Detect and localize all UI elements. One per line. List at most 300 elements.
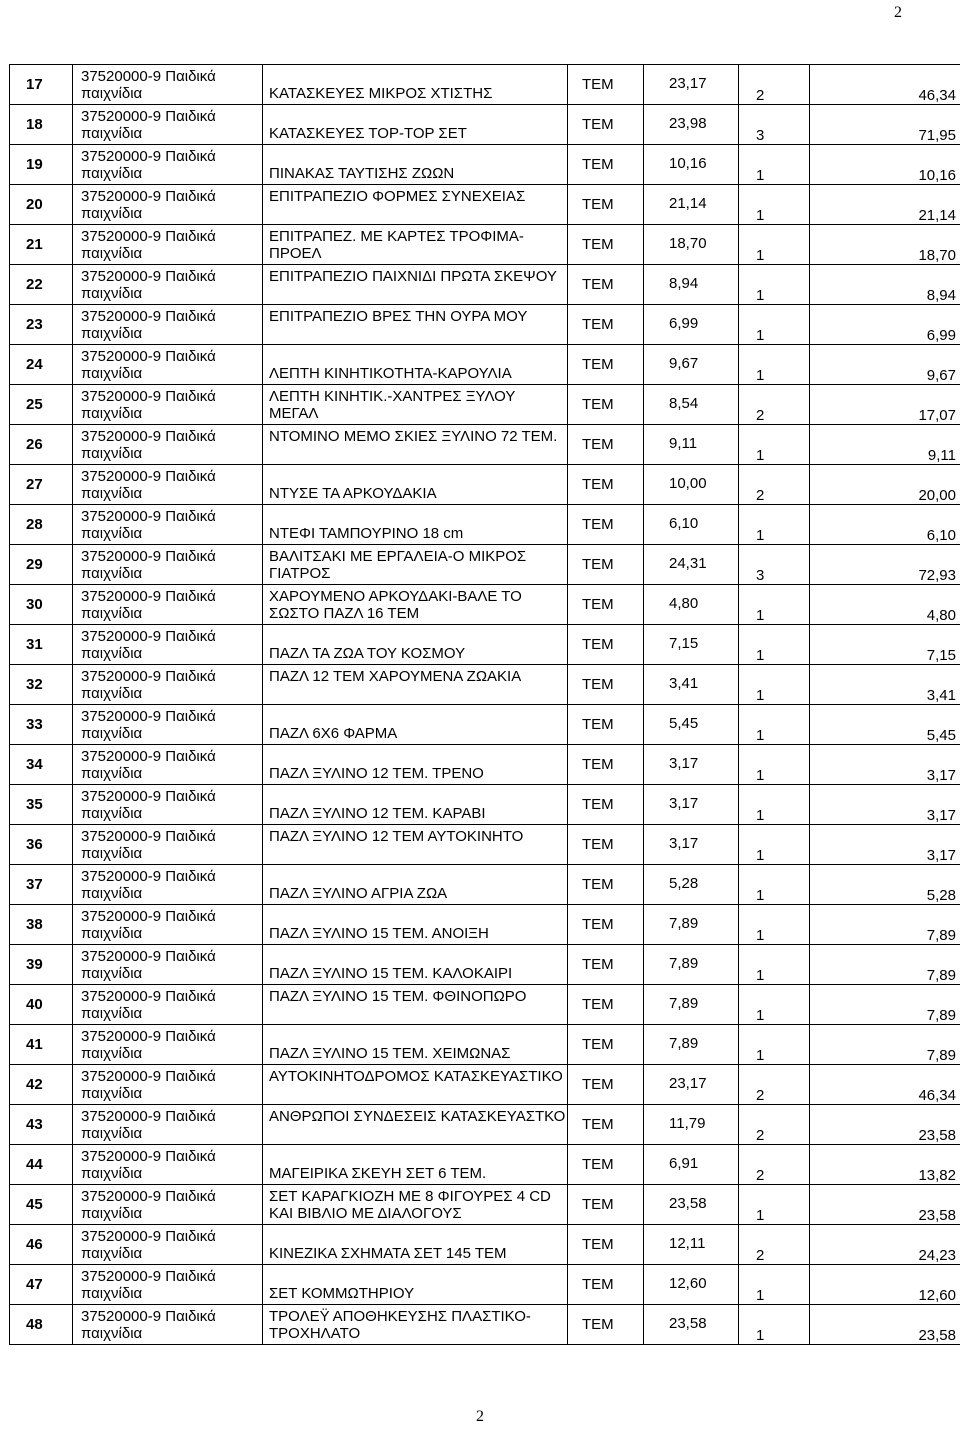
cpv-code: 37520000-9 Παιδικά <box>81 1108 216 1125</box>
unit-price: 8,54 <box>669 395 699 412</box>
description-cell <box>263 545 568 585</box>
row-number: 24 <box>26 356 43 373</box>
line-total: 18,70 <box>918 247 956 264</box>
quantity-cell <box>739 945 810 985</box>
unit-cell <box>568 1145 644 1185</box>
item-description: ΑΥΤΟΚΙΝΗΤΟΔΡΟΜΟΣ ΚΑΤΑΣΚΕΥΑΣΤΙΚΟ <box>269 1068 563 1085</box>
row-number: 40 <box>26 996 43 1013</box>
cpv-code: 37520000-9 Παιδικά <box>81 428 216 445</box>
unit-cell <box>568 1265 644 1305</box>
row-number: 18 <box>26 116 43 133</box>
row-number-cell <box>10 185 73 225</box>
row-number: 38 <box>26 916 43 933</box>
unit-price-cell <box>644 105 739 145</box>
unit-price: 23,17 <box>669 1075 707 1092</box>
cpv-label: παιχνίδια <box>81 1085 143 1102</box>
item-description: ΠΑΖΛ ΞΥΛΙΝΟ 15 ΤΕΜ. ΧΕΙΜΩΝΑΣ <box>269 1045 511 1062</box>
description-cell <box>263 425 568 465</box>
table-row <box>10 705 960 745</box>
item-description: ΠΑΖΛ 6Χ6 ΦΑΡΜΑ <box>269 725 398 742</box>
description-cell <box>263 225 568 265</box>
unit: ΤΕΜ <box>582 1156 614 1173</box>
cpv-category-cell <box>73 265 263 305</box>
row-number: 25 <box>26 396 43 413</box>
cpv-code: 37520000-9 Παιδικά <box>81 908 216 925</box>
total-cell <box>810 785 960 825</box>
cpv-label: παιχνίδια <box>81 1045 143 1062</box>
cpv-code: 37520000-9 Παιδικά <box>81 148 216 165</box>
row-number: 44 <box>26 1156 43 1173</box>
cpv-code: 37520000-9 Παιδικά <box>81 308 216 325</box>
description-cell <box>263 865 568 905</box>
unit-price-cell <box>644 545 739 585</box>
unit-cell <box>568 465 644 505</box>
cpv-code: 37520000-9 Παιδικά <box>81 388 216 405</box>
item-description: ΣΕΤ ΚΑΡΑΓΚΙΟΖΗ ΜΕ 8 ΦΙΓΟΥΡΕΣ 4 CD ΚΑΙ ΒΙΒΛΙΟ ΜΕ ΔΙΑΛΟΓΟΥΣ <box>269 1188 551 1222</box>
quantity: 1 <box>756 247 765 264</box>
unit-price-cell <box>644 1065 739 1105</box>
total-cell <box>810 705 960 745</box>
item-description: ΒΑΛΙΤΣΑΚΙ ΜΕ ΕΡΓΑΛΕΙΑ-Ο ΜΙΚΡΟΣ ΓΙΑΤΡΟΣ <box>269 548 527 582</box>
total-cell <box>810 105 960 145</box>
cpv-label: παιχνίδια <box>81 885 143 902</box>
row-number: 30 <box>26 596 43 613</box>
cpv-code: 37520000-9 Παιδικά <box>81 708 216 725</box>
item-description: ΕΠΙΤΡΑΠΕΖΙΟ ΒΡΕΣ ΤΗΝ ΟΥΡΑ ΜΟΥ <box>269 308 528 325</box>
row-number: 48 <box>26 1316 43 1333</box>
unit-price: 7,15 <box>669 635 699 652</box>
total-cell <box>810 145 960 185</box>
row-number-cell <box>10 665 73 705</box>
quantity: 1 <box>756 1287 765 1304</box>
table-row <box>10 865 960 905</box>
line-total: 7,15 <box>926 647 956 664</box>
quantity-cell <box>739 1025 810 1065</box>
quantity-cell <box>739 185 810 225</box>
quantity-cell <box>739 345 810 385</box>
line-total: 3,17 <box>926 847 956 864</box>
item-description: ΠΑΖΛ ΞΥΛΙΝΟ 15 ΤΕΜ. ΑΝΟΙΞΗ <box>269 925 489 942</box>
quantity: 1 <box>756 687 765 704</box>
line-total: 3,41 <box>926 687 956 704</box>
quantity: 1 <box>756 1327 765 1344</box>
table-row <box>10 345 960 385</box>
quantity-cell <box>739 225 810 265</box>
description-cell <box>263 625 568 665</box>
row-number-cell <box>10 745 73 785</box>
cpv-category-cell <box>73 585 263 625</box>
description-cell <box>263 1105 568 1145</box>
cpv-code: 37520000-9 Παιδικά <box>81 868 216 885</box>
line-total: 5,45 <box>926 727 956 744</box>
line-total: 7,89 <box>926 1047 956 1064</box>
unit-cell <box>568 1025 644 1065</box>
description-cell <box>263 345 568 385</box>
row-number: 42 <box>26 1076 43 1093</box>
unit-price-cell <box>644 505 739 545</box>
cpv-category-cell <box>73 385 263 425</box>
table-row <box>10 1105 960 1145</box>
unit-price-cell <box>644 65 739 105</box>
row-number-cell <box>10 265 73 305</box>
unit: ΤΕΜ <box>582 116 614 133</box>
unit: ΤΕΜ <box>582 956 614 973</box>
unit-price-cell <box>644 705 739 745</box>
unit-cell <box>568 625 644 665</box>
unit: ΤΕΜ <box>582 1236 614 1253</box>
item-description: ΠΑΖΛ ΞΥΛΙΝΟ 12 ΤΕΜ. ΚΑΡΑΒΙ <box>269 805 486 822</box>
unit-price-cell <box>644 1145 739 1185</box>
cpv-label: παιχνίδια <box>81 805 143 822</box>
quantity-cell <box>739 1105 810 1145</box>
row-number: 17 <box>26 76 43 93</box>
cpv-code: 37520000-9 Παιδικά <box>81 1028 216 1045</box>
total-cell <box>810 1225 960 1265</box>
item-description: ΠΑΖΛ ΤΑ ΖΩΑ ΤΟΥ ΚΟΣΜΟΥ <box>269 645 466 662</box>
cpv-label: παιχνίδια <box>81 1125 143 1142</box>
total-cell <box>810 745 960 785</box>
quantity-cell <box>739 505 810 545</box>
table-row <box>10 305 960 345</box>
table-row <box>10 1185 960 1225</box>
quantity-cell <box>739 1185 810 1225</box>
unit-price-cell <box>644 825 739 865</box>
cpv-code: 37520000-9 Παιδικά <box>81 268 216 285</box>
cpv-code: 37520000-9 Παιδικά <box>81 668 216 685</box>
unit-price: 3,17 <box>669 755 699 772</box>
total-cell <box>810 985 960 1025</box>
unit: ΤΕΜ <box>582 596 614 613</box>
total-cell <box>810 345 960 385</box>
unit-cell <box>568 905 644 945</box>
unit-price: 24,31 <box>669 555 707 572</box>
row-number-cell <box>10 1065 73 1105</box>
line-total: 20,00 <box>918 487 956 504</box>
unit-price-cell <box>644 465 739 505</box>
cpv-category-cell <box>73 1265 263 1305</box>
unit-cell <box>568 985 644 1025</box>
cpv-category-cell <box>73 665 263 705</box>
description-cell <box>263 185 568 225</box>
total-cell <box>810 1185 960 1225</box>
total-cell <box>810 225 960 265</box>
row-number: 32 <box>26 676 43 693</box>
cpv-category-cell <box>73 1065 263 1105</box>
description-cell <box>263 785 568 825</box>
table-row <box>10 945 960 985</box>
unit-price-cell <box>644 425 739 465</box>
cpv-code: 37520000-9 Παιδικά <box>81 188 216 205</box>
cpv-label: παιχνίδια <box>81 325 143 342</box>
line-total: 9,11 <box>927 447 956 464</box>
quantity: 1 <box>756 207 765 224</box>
total-cell <box>810 1265 960 1305</box>
row-number-cell <box>10 985 73 1025</box>
unit-price: 23,17 <box>669 75 707 92</box>
unit: ΤΕΜ <box>582 796 614 813</box>
unit: ΤΕΜ <box>582 556 614 573</box>
quantity: 2 <box>756 1167 765 1184</box>
cpv-category-cell <box>73 545 263 585</box>
unit: ΤΕΜ <box>582 1116 614 1133</box>
unit: ΤΕΜ <box>582 996 614 1013</box>
unit: ΤΕΜ <box>582 1036 614 1053</box>
unit-cell <box>568 865 644 905</box>
quantity-cell <box>739 545 810 585</box>
table-row <box>10 65 960 105</box>
quantity: 3 <box>756 567 765 584</box>
cpv-category-cell <box>73 1145 263 1185</box>
description-cell <box>263 705 568 745</box>
line-total: 8,94 <box>926 287 956 304</box>
cpv-category-cell <box>73 505 263 545</box>
quantity: 1 <box>756 1047 765 1064</box>
unit-price-cell <box>644 225 739 265</box>
quantity: 2 <box>756 487 765 504</box>
unit: ΤΕΜ <box>582 196 614 213</box>
cpv-code: 37520000-9 Παιδικά <box>81 348 216 365</box>
line-total: 46,34 <box>918 87 956 104</box>
quantity: 1 <box>756 1007 765 1024</box>
total-cell <box>810 1145 960 1185</box>
quantity-cell <box>739 825 810 865</box>
unit-cell <box>568 65 644 105</box>
quantity-cell <box>739 305 810 345</box>
row-number: 19 <box>26 156 43 173</box>
unit: ΤΕΜ <box>582 356 614 373</box>
unit-price-cell <box>644 745 739 785</box>
table-row <box>10 545 960 585</box>
cpv-code: 37520000-9 Παιδικά <box>81 228 216 245</box>
row-number-cell <box>10 225 73 265</box>
item-description: ΠΙΝΑΚΑΣ ΤΑΥΤΙΣΗΣ ΖΩΩΝ <box>269 165 455 182</box>
unit: ΤΕΜ <box>582 396 614 413</box>
cpv-category-cell <box>73 905 263 945</box>
quantity: 2 <box>756 407 765 424</box>
cpv-code: 37520000-9 Παιδικά <box>81 68 216 85</box>
quantity-cell <box>739 865 810 905</box>
unit: ΤΕΜ <box>582 676 614 693</box>
total-cell <box>810 665 960 705</box>
table-row <box>10 1145 960 1185</box>
quantity: 1 <box>756 367 765 384</box>
cpv-code: 37520000-9 Παιδικά <box>81 788 216 805</box>
unit-price-cell <box>644 345 739 385</box>
quantity-cell <box>739 465 810 505</box>
cpv-label: παιχνίδια <box>81 1325 143 1342</box>
unit-cell <box>568 705 644 745</box>
line-total: 23,58 <box>918 1127 956 1144</box>
unit-price: 3,41 <box>669 675 699 692</box>
item-description: ΠΑΖΛ ΞΥΛΙΝΟ 12 ΤΕΜ. ΤΡΕΝΟ <box>269 765 484 782</box>
row-number: 35 <box>26 796 43 813</box>
total-cell <box>810 825 960 865</box>
unit-price-cell <box>644 665 739 705</box>
row-number-cell <box>10 825 73 865</box>
table-row <box>10 505 960 545</box>
unit-cell <box>568 1305 644 1345</box>
row-number-cell <box>10 465 73 505</box>
unit: ΤΕΜ <box>582 476 614 493</box>
row-number-cell <box>10 705 73 745</box>
description-cell <box>263 1065 568 1105</box>
cpv-category-cell <box>73 785 263 825</box>
cpv-category-cell <box>73 185 263 225</box>
row-number-cell <box>10 905 73 945</box>
row-number-cell <box>10 785 73 825</box>
table-row <box>10 225 960 265</box>
cpv-code: 37520000-9 Παιδικά <box>81 1188 216 1205</box>
total-cell <box>810 945 960 985</box>
unit-price: 9,67 <box>669 355 699 372</box>
total-cell <box>810 425 960 465</box>
cpv-label: παιχνίδια <box>81 125 143 142</box>
total-cell <box>810 585 960 625</box>
quantity-cell <box>739 585 810 625</box>
description-cell <box>263 945 568 985</box>
row-number: 43 <box>26 1116 43 1133</box>
unit-price: 7,89 <box>669 995 699 1012</box>
unit-price: 8,94 <box>669 275 699 292</box>
row-number: 37 <box>26 876 43 893</box>
row-number-cell <box>10 1225 73 1265</box>
row-number: 36 <box>26 836 43 853</box>
row-number-cell <box>10 865 73 905</box>
cpv-label: παιχνίδια <box>81 485 143 502</box>
unit-price-cell <box>644 985 739 1025</box>
unit: ΤΕΜ <box>582 716 614 733</box>
quantity: 1 <box>756 727 765 744</box>
unit-price: 12,60 <box>669 1275 707 1292</box>
unit-cell <box>568 145 644 185</box>
description-cell <box>263 745 568 785</box>
unit-price: 10,00 <box>669 475 707 492</box>
row-number: 46 <box>26 1236 43 1253</box>
unit-price: 4,80 <box>669 595 699 612</box>
unit: ΤΕΜ <box>582 876 614 893</box>
item-description: ΠΑΖΛ ΞΥΛΙΝΟ ΑΓΡΙΑ ΖΩΑ <box>269 885 448 902</box>
cpv-label: παιχνίδια <box>81 1205 143 1222</box>
item-description: ΣΕΤ ΚΟΜΜΩΤΗΡΙΟΥ <box>269 1285 415 1302</box>
line-total: 9,67 <box>926 367 956 384</box>
unit-price: 18,70 <box>669 235 707 252</box>
table-row <box>10 665 960 705</box>
row-number: 22 <box>26 276 43 293</box>
line-total: 5,28 <box>926 887 956 904</box>
unit-price-cell <box>644 1185 739 1225</box>
row-number-cell <box>10 145 73 185</box>
items-table-body <box>10 65 960 1345</box>
cpv-category-cell <box>73 1105 263 1145</box>
cpv-category-cell <box>73 1185 263 1225</box>
quantity-cell <box>739 265 810 305</box>
row-number-cell <box>10 945 73 985</box>
line-total: 23,58 <box>918 1327 956 1344</box>
unit-price-cell <box>644 185 739 225</box>
total-cell <box>810 1065 960 1105</box>
row-number-cell <box>10 425 73 465</box>
table-row <box>10 105 960 145</box>
quantity: 1 <box>756 967 765 984</box>
row-number-cell <box>10 585 73 625</box>
cpv-code: 37520000-9 Παιδικά <box>81 1068 216 1085</box>
item-description: ΧΑΡΟΥΜΕΝΟ ΑΡΚΟΥΔΑΚΙ-ΒΑΛΕ ΤΟ ΣΩΣΤΟ ΠΑΖΛ 16 ΤΕΜ <box>269 588 522 622</box>
description-cell <box>263 265 568 305</box>
cpv-category-cell <box>73 865 263 905</box>
line-total: 24,23 <box>918 1247 956 1264</box>
table-row <box>10 1065 960 1105</box>
table-row <box>10 745 960 785</box>
description-cell <box>263 385 568 425</box>
row-number-cell <box>10 1185 73 1225</box>
item-description: ΑΝΘΡΩΠΟΙ ΣΥΝΔΕΣΕΙΣ ΚΑΤΑΣΚΕΥΑΣΤΚΟ <box>269 1108 566 1125</box>
cpv-label: παιχνίδια <box>81 725 143 742</box>
quantity-cell <box>739 905 810 945</box>
quantity: 1 <box>756 927 765 944</box>
total-cell <box>810 1025 960 1065</box>
item-description: ΝΤΥΣΕ ΤΑ ΑΡΚΟΥΔΑΚΙΑ <box>269 485 437 502</box>
unit-price-cell <box>644 1105 739 1145</box>
unit-price: 6,91 <box>669 1155 699 1172</box>
quantity: 1 <box>756 807 765 824</box>
table-row <box>10 785 960 825</box>
item-description: ΤΡΟΛΕΫ ΑΠΟΘΗΚΕΥΣΗΣ ΠΛΑΣΤΙΚΟ-ΤΡΟΧΗΛΑΤΟ <box>269 1308 531 1342</box>
cpv-code: 37520000-9 Παιδικά <box>81 1148 216 1165</box>
table-row <box>10 265 960 305</box>
unit-price: 12,11 <box>669 1235 706 1252</box>
item-description: ΚΑΤΑΣΚΕΥΕΣ ΤΟΡ-ΤΟΡ ΣΕΤ <box>269 125 467 142</box>
cpv-category-cell <box>73 105 263 145</box>
description-cell <box>263 585 568 625</box>
table-row <box>10 625 960 665</box>
quantity: 1 <box>756 767 765 784</box>
total-cell <box>810 385 960 425</box>
items-table <box>9 64 960 1345</box>
quantity: 1 <box>756 447 765 464</box>
cpv-category-cell <box>73 1025 263 1065</box>
quantity-cell <box>739 745 810 785</box>
page-number-bottom: 2 <box>476 1408 484 1425</box>
unit: ΤΕΜ <box>582 1196 614 1213</box>
quantity-cell <box>739 985 810 1025</box>
description-cell <box>263 145 568 185</box>
cpv-category-cell <box>73 625 263 665</box>
cpv-category-cell <box>73 705 263 745</box>
unit: ΤΕΜ <box>582 1076 614 1093</box>
unit-cell <box>568 185 644 225</box>
cpv-label: παιχνίδια <box>81 285 143 302</box>
row-number: 29 <box>26 556 43 573</box>
cpv-label: παιχνίδια <box>81 1005 143 1022</box>
unit-cell <box>568 105 644 145</box>
unit-price-cell <box>644 1025 739 1065</box>
row-number: 45 <box>26 1196 43 1213</box>
quantity-cell <box>739 625 810 665</box>
line-total: 71,95 <box>918 127 956 144</box>
line-total: 6,99 <box>926 327 956 344</box>
row-number: 23 <box>26 316 43 333</box>
unit-cell <box>568 585 644 625</box>
unit-price: 21,14 <box>669 195 707 212</box>
quantity-cell <box>739 1145 810 1185</box>
description-cell <box>263 1265 568 1305</box>
row-number-cell <box>10 505 73 545</box>
cpv-code: 37520000-9 Παιδικά <box>81 948 216 965</box>
unit-price-cell <box>644 1225 739 1265</box>
cpv-label: παιχνίδια <box>81 765 143 782</box>
row-number-cell <box>10 545 73 585</box>
cpv-code: 37520000-9 Παιδικά <box>81 108 216 125</box>
